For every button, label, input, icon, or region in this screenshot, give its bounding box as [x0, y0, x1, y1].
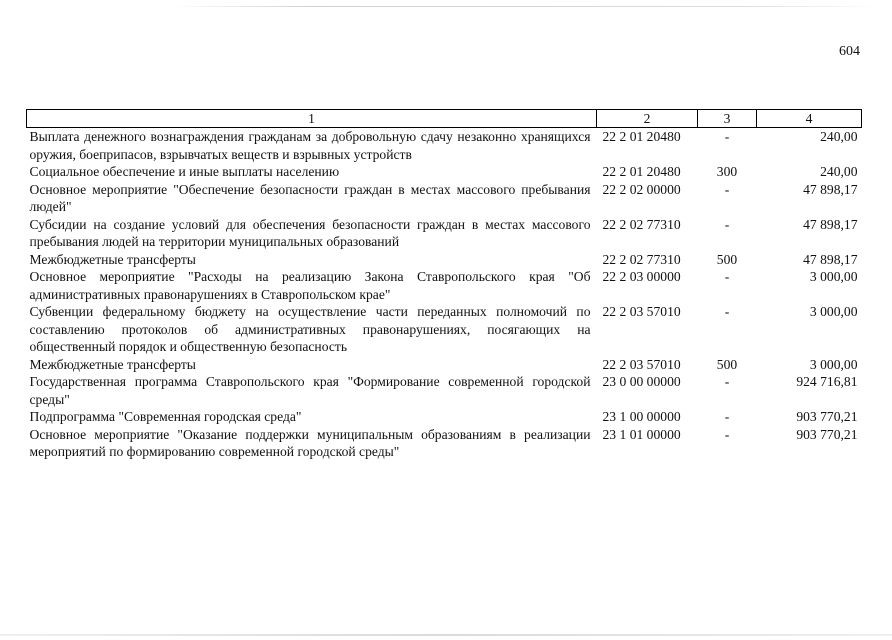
- row-name: Межбюджетные трансферты: [29, 251, 196, 267]
- row-type: -: [724, 269, 730, 284]
- table-row: [27, 181, 862, 216]
- table-row: [27, 356, 862, 374]
- row-type: -: [724, 409, 730, 424]
- header-col-3: 3: [698, 110, 757, 128]
- row-type: -: [724, 304, 730, 319]
- header-row: [27, 110, 862, 128]
- row-amount: 3 000,00: [809, 304, 858, 319]
- row-code: 22 2 03 00000: [602, 269, 681, 284]
- row-code: 23 1 01 00000: [602, 426, 681, 442]
- header-col-1: 1: [27, 110, 597, 128]
- row-name: Субсидии на создание условий для обеспечения безопасности граждан в местах массового пребывания людей на территории муниципальных образований: [29, 216, 591, 249]
- row-type: -: [724, 216, 730, 232]
- row-name: Межбюджетные трансферты: [29, 356, 196, 372]
- row-type: 500: [716, 356, 738, 372]
- row-code: 22 2 01 20480: [602, 129, 681, 144]
- row-name: Основное мероприятие "Расходы на реализацию Закона Ставропольского края "Об административных правонарушениях в Ставропольском крае": [29, 269, 591, 302]
- row-amount: 240,00: [820, 164, 858, 179]
- row-name: Субвенции федеральному бюджету на осуществление части переданных полномочий по составлению протоколов об административных правонарушениях, посягающих на общественный порядок и общественную безопасность: [29, 304, 591, 354]
- row-code: 22 2 01 20480: [602, 164, 681, 179]
- row-amount: 240,00: [820, 129, 858, 144]
- row-amount: 924 716,81: [796, 374, 858, 389]
- row-name: Подпрограмма "Современная городская среда": [29, 409, 302, 424]
- header-col-4: 4: [757, 110, 862, 128]
- table-row: [27, 216, 862, 251]
- row-amount: 47 898,17: [803, 181, 858, 197]
- row-name: Выплата денежного вознаграждения гражданам за добровольную сдачу незаконно хранящихся оружия, боеприпасов, взрывчатых веществ и взрывных устройств: [29, 129, 591, 162]
- row-amount: 903 770,21: [796, 409, 858, 424]
- row-type: -: [724, 426, 730, 442]
- row-code: 22 2 02 77310: [602, 251, 681, 267]
- row-code: 23 0 00 00000: [602, 374, 681, 389]
- row-type: -: [724, 181, 730, 197]
- table-row: [27, 163, 862, 181]
- table-row: [27, 303, 862, 356]
- table-row: [27, 251, 862, 269]
- table-row: [27, 426, 862, 461]
- row-code: 23 1 00 00000: [602, 409, 681, 424]
- table-row: [27, 373, 862, 408]
- row-code: 22 2 03 57010: [602, 304, 681, 319]
- row-name: Социальное обеспечение и иные выплаты населению: [29, 164, 340, 179]
- row-type: -: [724, 129, 730, 144]
- row-amount: 47 898,17: [803, 216, 858, 232]
- row-amount: 3 000,00: [809, 269, 858, 284]
- budget-table: [26, 109, 862, 461]
- header-col-2: 2: [597, 110, 698, 128]
- row-name: Государственная программа Ставропольского края "Формирование современной городской среды": [29, 374, 591, 407]
- row-amount: 903 770,21: [796, 426, 858, 442]
- row-code: 22 2 03 57010: [602, 356, 681, 372]
- row-type: 500: [716, 251, 738, 267]
- row-name: Основное мероприятие "Оказание поддержки муниципальным образованиям в реализации мероприятий по формированию современной городской среды": [29, 426, 591, 459]
- row-code: 22 2 02 77310: [602, 216, 681, 232]
- page-number: 604: [839, 44, 860, 59]
- row-type: -: [724, 374, 730, 389]
- row-amount: 3 000,00: [809, 356, 858, 372]
- row-name: Основное мероприятие "Обеспечение безопасности граждан в местах массового пребывания людей": [29, 181, 591, 214]
- row-amount: 47 898,17: [803, 251, 858, 267]
- table-row: [27, 408, 862, 426]
- table-row: [27, 268, 862, 303]
- table-row: [27, 128, 862, 164]
- row-type: 300: [716, 164, 738, 179]
- scan-edge-bottom: [0, 634, 892, 636]
- row-code: 22 2 02 00000: [602, 181, 681, 197]
- scan-edge-top: [170, 6, 882, 7]
